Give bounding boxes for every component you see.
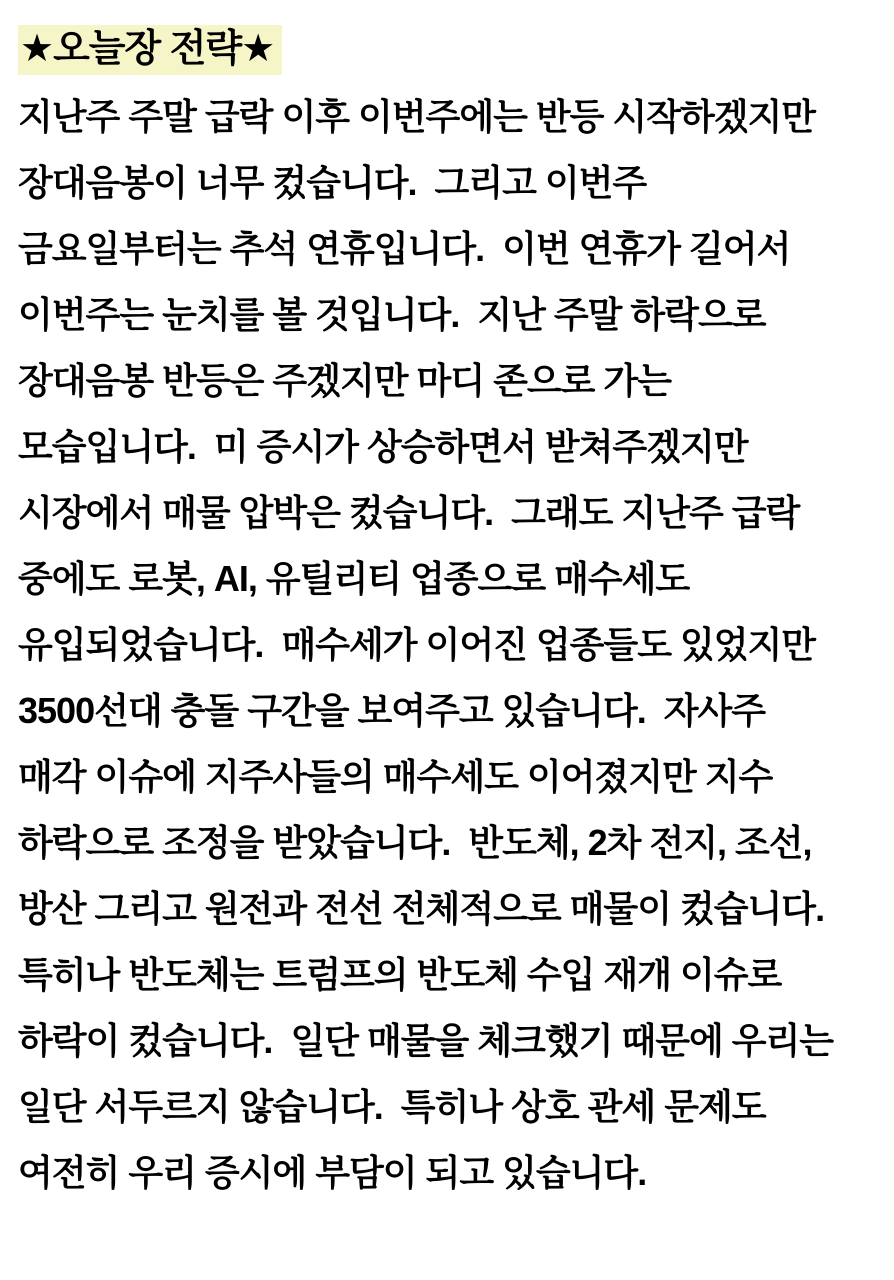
text-line: 일단 서두르지 않습니다. 특히나 상호 관세 문제도 — [18, 1086, 766, 1127]
page-title: ★오늘장 전략★ — [18, 25, 282, 75]
text-line: 특히나 반도체는 트럼프의 반도체 수입 재개 이슈로 — [18, 954, 782, 995]
text-line: 방산 그리고 원전과 전선 전체적으로 매물이 컸습니다. — [18, 888, 825, 929]
text-line: 모습입니다. 미 증시가 상승하면서 받쳐주겠지만 — [18, 426, 748, 467]
text-line: 장대음봉 반등은 주겠지만 마디 존으로 가는 — [18, 360, 671, 401]
text-line: 여전히 우리 증시에 부담이 되고 있습니다. — [18, 1152, 647, 1193]
text-line: 하락으로 조정을 받았습니다. 반도체, 2차 전지, 조선, — [18, 822, 812, 863]
body-text — [18, 84, 884, 1206]
text-line: 금요일부터는 추석 연휴입니다. 이번 연휴가 길어서 — [18, 228, 791, 269]
text-line: 지난주 주말 급락 이후 이번주에는 반등 시작하겠지만 — [18, 96, 816, 137]
text-line: 유입되었습니다. 매수세가 이어진 업종들도 있었지만 — [18, 624, 816, 665]
text-line: 중에도 로봇, AI, 유틸리티 업종으로 매수세도 — [18, 558, 690, 599]
text-line: 매각 이슈에 지주사들의 매수세도 이어졌지만 지수 — [18, 756, 773, 797]
text-line: 3500선대 충돌 구간을 보여주고 있습니다. 자사주 — [18, 690, 766, 731]
text-line: 하락이 컸습니다. 일단 매물을 체크했기 때문에 우리는 — [18, 1020, 834, 1061]
text-line: 시장에서 매물 압박은 컸습니다. 그래도 지난주 급락 — [18, 492, 800, 533]
text-line: 이번주는 눈치를 볼 것입니다. 지난 주말 하락으로 — [18, 294, 766, 335]
text-line: 장대음봉이 너무 컸습니다. 그리고 이번주 — [18, 162, 647, 203]
